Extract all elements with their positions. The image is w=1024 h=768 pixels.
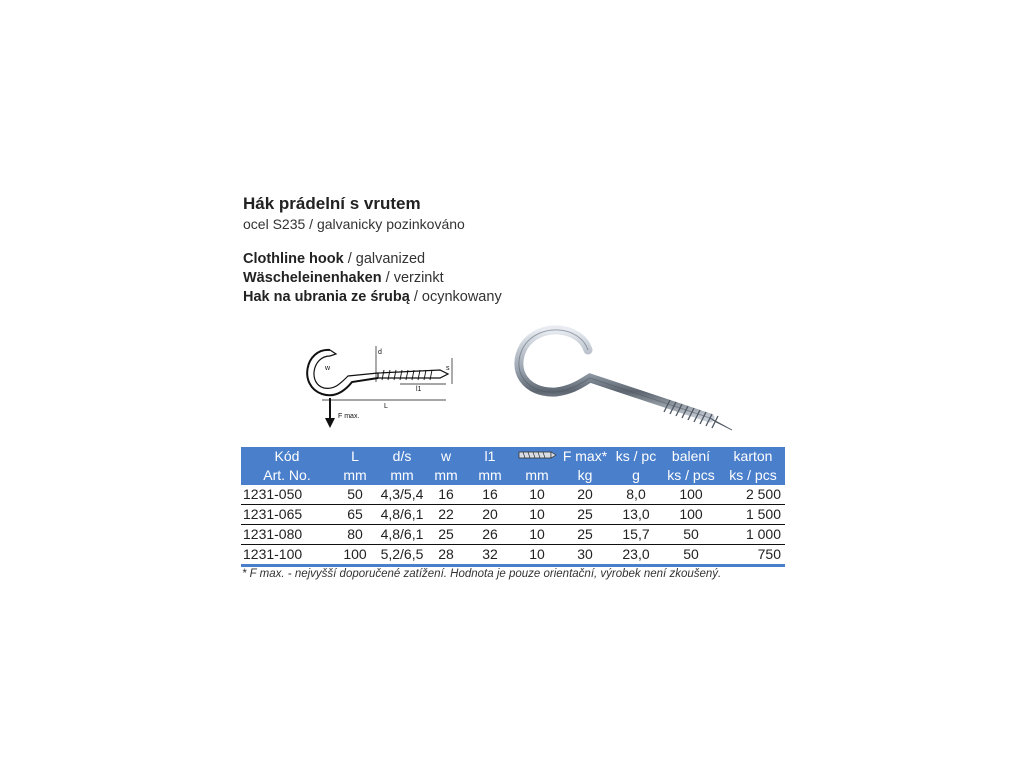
header-cell: mm bbox=[465, 466, 515, 485]
cell-code: 1231-100 bbox=[241, 545, 333, 566]
header-cell: l1 bbox=[465, 447, 515, 466]
cell: 65 bbox=[333, 505, 377, 525]
cell: 4,8/6,1 bbox=[377, 505, 427, 525]
footnote: * F max. - nejvyšší doporučené zatížení. Hodnota je pouze orientační, výrobek není zkoušený. bbox=[242, 568, 722, 580]
cell: 23,0 bbox=[611, 545, 661, 566]
header-cell-dowel bbox=[515, 447, 559, 466]
cell: 100 bbox=[661, 505, 721, 525]
cell: 25 bbox=[427, 525, 465, 545]
table-row bbox=[241, 505, 785, 525]
cell: 10 bbox=[515, 505, 559, 525]
cell: 8,0 bbox=[611, 485, 661, 505]
translation-pl bbox=[243, 288, 803, 307]
cell: 4,8/6,1 bbox=[377, 525, 427, 545]
dim-label-s: s bbox=[446, 365, 450, 372]
cell: 32 bbox=[465, 545, 515, 566]
translation-de-suffix: / verzinkt bbox=[381, 270, 444, 286]
header-cell: mm bbox=[515, 466, 559, 485]
cell: 50 bbox=[661, 525, 721, 545]
translation-pl-suffix: / ocynkowany bbox=[409, 289, 502, 305]
translation-de-name: Wäscheleinenhaken bbox=[243, 270, 382, 286]
header-cell: F max* bbox=[559, 447, 611, 466]
cell: 30 bbox=[559, 545, 611, 566]
technical-drawing bbox=[300, 338, 460, 433]
dim-label-l1: l1 bbox=[416, 386, 422, 393]
header-cell: ks / pc bbox=[611, 447, 661, 466]
header-cell: L bbox=[333, 447, 377, 466]
cell: 100 bbox=[333, 545, 377, 566]
cell: 20 bbox=[465, 505, 515, 525]
header-cell: Kód bbox=[241, 447, 333, 466]
cell: 16 bbox=[465, 485, 515, 505]
dim-label-d: d bbox=[378, 349, 382, 356]
spec-table bbox=[241, 447, 785, 567]
dowel-icon bbox=[517, 449, 557, 461]
header-cell: mm bbox=[427, 466, 465, 485]
translation-en-name: Clothline hook bbox=[243, 251, 344, 267]
product-title: Hák prádelní s vrutem bbox=[243, 194, 421, 213]
cell: 100 bbox=[661, 485, 721, 505]
cell: 28 bbox=[427, 545, 465, 566]
cell: 16 bbox=[427, 485, 465, 505]
table-row bbox=[241, 485, 785, 505]
cell-code: 1231-080 bbox=[241, 525, 333, 545]
product-subtitle: ocel S235 / galvanicky pozinkováno bbox=[243, 216, 465, 232]
header-cell: w bbox=[427, 447, 465, 466]
header-cell: g bbox=[611, 466, 661, 485]
header-cell: mm bbox=[377, 466, 427, 485]
cell: 26 bbox=[465, 525, 515, 545]
cell: 20 bbox=[559, 485, 611, 505]
table-header-row-1 bbox=[241, 447, 785, 466]
translations bbox=[243, 250, 803, 307]
header-cell: Art. No. bbox=[241, 466, 333, 485]
cell-code: 1231-065 bbox=[241, 505, 333, 525]
cell: 22 bbox=[427, 505, 465, 525]
header-cell: d/s bbox=[377, 447, 427, 466]
dim-label-w: w bbox=[325, 365, 331, 372]
cell: 80 bbox=[333, 525, 377, 545]
cell: 10 bbox=[515, 545, 559, 566]
cell: 750 bbox=[721, 545, 785, 566]
table-row bbox=[241, 545, 785, 566]
cell-code: 1231-050 bbox=[241, 485, 333, 505]
cell: 10 bbox=[515, 485, 559, 505]
translation-pl-name: Hak na ubrania ze śrubą bbox=[243, 289, 410, 305]
header-cell: karton bbox=[721, 447, 785, 466]
dim-label-fmax: F max. bbox=[338, 413, 360, 420]
cell: 25 bbox=[559, 505, 611, 525]
cell: 4,3/5,4 bbox=[377, 485, 427, 505]
translation-en-suffix: / galvanized bbox=[343, 251, 426, 267]
header-cell: kg bbox=[559, 466, 611, 485]
translation-en bbox=[243, 250, 803, 269]
header-cell: ks / pcs bbox=[721, 466, 785, 485]
cell: 50 bbox=[661, 545, 721, 566]
cell: 1 500 bbox=[721, 505, 785, 525]
header-cell: mm bbox=[333, 466, 377, 485]
cell: 50 bbox=[333, 485, 377, 505]
cell: 15,7 bbox=[611, 525, 661, 545]
table-row bbox=[241, 525, 785, 545]
cell: 2 500 bbox=[721, 485, 785, 505]
cell: 1 000 bbox=[721, 525, 785, 545]
table-header-row-2 bbox=[241, 466, 785, 485]
cell: 5,2/6,5 bbox=[377, 545, 427, 566]
cell: 10 bbox=[515, 525, 559, 545]
product-photo bbox=[510, 318, 740, 436]
cell: 13,0 bbox=[611, 505, 661, 525]
translation-de bbox=[243, 269, 803, 288]
cell: 25 bbox=[559, 525, 611, 545]
header-cell: ks / pcs bbox=[661, 466, 721, 485]
dim-label-L: L bbox=[384, 403, 388, 410]
product-header bbox=[243, 193, 803, 307]
header-cell: balení bbox=[661, 447, 721, 466]
